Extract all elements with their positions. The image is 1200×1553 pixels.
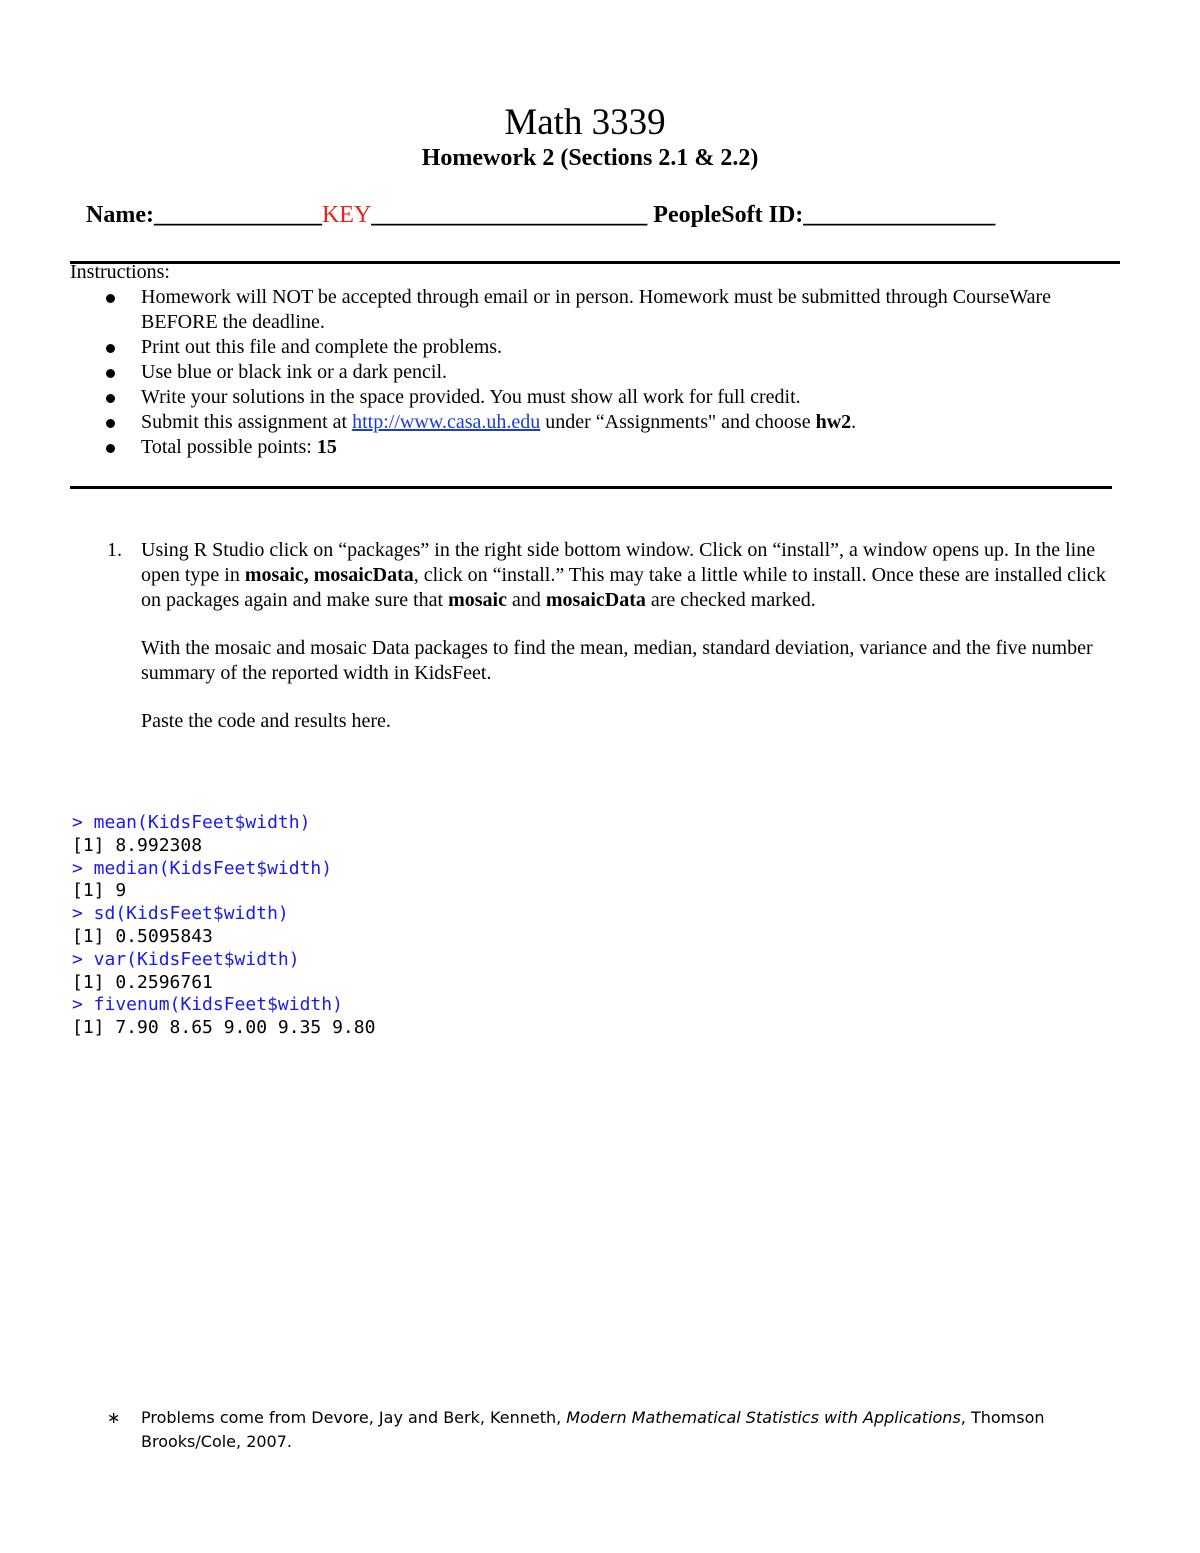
peoplesoft-id-label: PeopleSoft ID: — [653, 202, 804, 228]
question-1-paragraph-2: With the mosaic and mosaic Data packages to find the mean, median, standard deviation, variance and the five number summary of the reported width in KidsFeet. — [141, 637, 1093, 684]
question-1 — [103, 538, 1113, 757]
page-title: Math 3339 — [504, 102, 666, 143]
question-1-paragraph-1: Using R Studio click on “packages” in the right side bottom window. Click on “install”, a window opens up. In the line open type in mosaic, mosaicData, click on “install.” This may take a little while to install. Once these are installed click on packages again and make sure that mosaic and mosaicData are checked marked. — [141, 539, 1106, 611]
code-line-command: > mean(KidsFeet$width) — [72, 812, 311, 833]
list-item: Use blue or black ink or a dark pencil. — [103, 360, 1103, 385]
bullet-icon — [106, 344, 115, 353]
name-blank-post: _______________________ — [371, 202, 648, 228]
list-item: Homework will NOT be accepted through email or in person. Homework must be submitted through CourseWare BEFORE the deadline. — [103, 285, 1103, 335]
bullet-icon — [106, 394, 115, 403]
page-subtitle: Homework 2 (Sections 2.1 & 2.2) — [421, 145, 759, 171]
instructions-label: Instructions: — [70, 261, 170, 283]
footnote: ∗ Problems come from Devore, Jay and Berk, Kenneth, Modern Mathematical Statistics with Applications, Thomson Brooks/Cole, 2007. — [107, 1408, 1045, 1451]
code-line-output: [1] 0.2596761 — [72, 971, 213, 993]
asterisk-icon: ∗ — [107, 1408, 121, 1427]
list-item: Write your solutions in the space provided. You must show all work for full credit. — [103, 385, 1103, 410]
code-line-output: [1] 9 — [72, 880, 127, 902]
list-item-submit: Submit this assignment at http://www.casa.uh.edu under “Assignments" and choose hw2. — [103, 410, 1103, 435]
code-line-command: > sd(KidsFeet$width) — [72, 903, 289, 925]
casa-link[interactable]: http://www.casa.uh.edu — [352, 411, 541, 433]
code-line-output: [1] 7.90 8.65 9.00 9.35 9.80 — [72, 1017, 376, 1039]
list-item: Print out this file and complete the problems. — [103, 335, 1103, 360]
top-divider — [70, 261, 1120, 264]
code-line-command: > var(KidsFeet$width) — [72, 948, 300, 970]
name-label: Name: — [86, 202, 154, 228]
question-number: 1. — [107, 539, 122, 561]
name-value: KEY — [321, 202, 372, 228]
instructions-list — [103, 285, 1103, 460]
bullet-icon — [106, 294, 115, 303]
code-line-command: > fivenum(KidsFeet$width) — [72, 994, 343, 1016]
code-line-output: [1] 0.5095843 — [72, 925, 213, 947]
code-line-output: [1] 8.992308 — [72, 834, 203, 856]
bullet-icon — [106, 419, 115, 428]
list-item-points: Total possible points: 15 — [103, 435, 1103, 460]
question-1-paragraph-3: Paste the code and results here. — [141, 710, 391, 732]
peoplesoft-id-blank: ________________ — [803, 202, 996, 228]
bottom-divider — [70, 486, 1112, 489]
r-code-output — [72, 812, 375, 1040]
bullet-icon — [106, 444, 115, 453]
name-row — [86, 202, 995, 229]
name-blank-pre: ______________ — [153, 202, 322, 228]
bullet-icon — [106, 369, 115, 378]
code-line-command: > median(KidsFeet$width) — [72, 857, 333, 879]
